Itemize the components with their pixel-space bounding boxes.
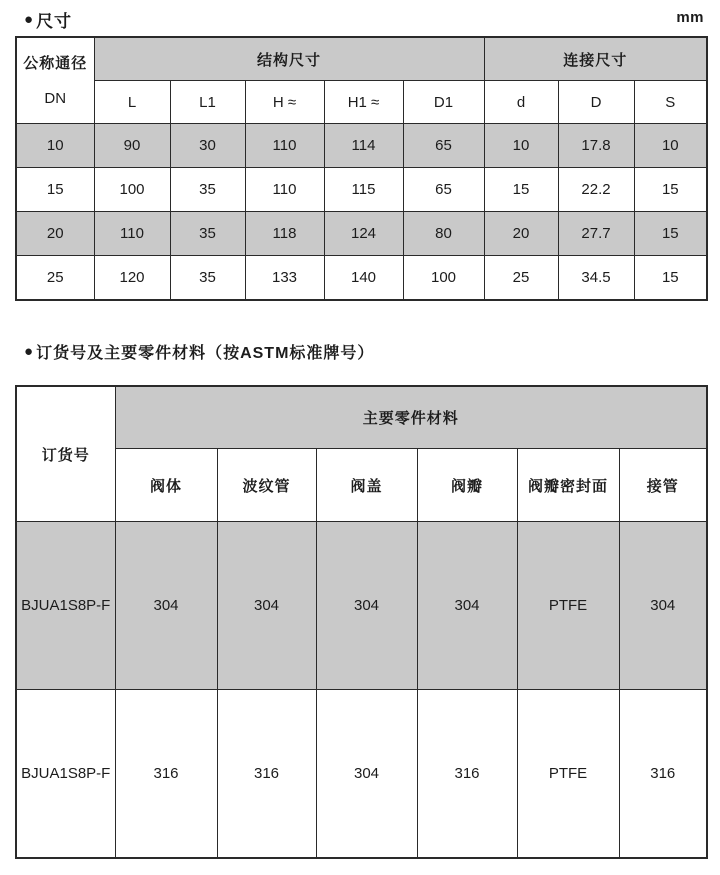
table-row xyxy=(16,212,707,256)
nominal-diameter-label: 公称通径 xyxy=(23,54,88,72)
column-header-bellows: 波纹管 xyxy=(217,449,316,522)
material-cell: PTFE xyxy=(517,522,619,690)
data-cell: 100 xyxy=(403,256,484,301)
data-cell: 110 xyxy=(94,212,170,256)
table-header-sub-row xyxy=(16,449,707,522)
dimensions-section-title xyxy=(24,7,72,32)
material-cell: 316 xyxy=(619,690,707,859)
data-cell: 22.2 xyxy=(558,168,634,212)
data-cell: 35 xyxy=(170,256,245,301)
materials-section-title xyxy=(24,340,374,363)
table-header-group-row xyxy=(16,37,707,81)
data-cell: 15 xyxy=(634,256,707,301)
data-cell: 25 xyxy=(484,256,558,301)
column-header-d: d xyxy=(484,81,558,124)
table-header-group-row xyxy=(16,386,707,449)
table-row xyxy=(16,124,707,168)
order-no-cell: BJUA1S8P-F xyxy=(16,690,115,859)
data-cell: 110 xyxy=(245,168,324,212)
table-header-sub-row xyxy=(16,81,707,124)
data-cell: 34.5 xyxy=(558,256,634,301)
data-cell: 114 xyxy=(324,124,403,168)
dn-cell: 20 xyxy=(16,212,94,256)
material-cell: 316 xyxy=(217,690,316,859)
table-row xyxy=(16,522,707,690)
data-cell: 115 xyxy=(324,168,403,212)
data-cell: 30 xyxy=(170,124,245,168)
column-header-H1: H1 ≈ xyxy=(324,81,403,124)
data-cell: 35 xyxy=(170,212,245,256)
data-cell: 15 xyxy=(484,168,558,212)
data-cell: 140 xyxy=(324,256,403,301)
data-cell: 27.7 xyxy=(558,212,634,256)
dn-cell: 25 xyxy=(16,256,94,301)
material-cell: 304 xyxy=(316,522,417,690)
column-header-pipe: 接管 xyxy=(619,449,707,522)
data-cell: 15 xyxy=(634,168,707,212)
data-cell: 133 xyxy=(245,256,324,301)
column-header-disc: 阀瓣 xyxy=(417,449,517,522)
material-cell: 304 xyxy=(316,690,417,859)
data-cell: 80 xyxy=(403,212,484,256)
order-number-header: 订货号 xyxy=(16,386,115,522)
column-header-D1: D1 xyxy=(403,81,484,124)
materials-title-text: 订货号及主要零件材料（按ASTM标准牌号） xyxy=(36,345,375,362)
data-cell: 10 xyxy=(484,124,558,168)
data-cell: 90 xyxy=(94,124,170,168)
data-cell: 110 xyxy=(245,124,324,168)
structure-dimensions-group-header: 结构尺寸 xyxy=(94,37,484,81)
material-cell: PTFE xyxy=(517,690,619,859)
dimensions-title-text: 尺寸 xyxy=(36,12,73,31)
material-cell: 304 xyxy=(619,522,707,690)
materials-table xyxy=(15,385,708,859)
material-cell: 304 xyxy=(217,522,316,690)
data-cell: 124 xyxy=(324,212,403,256)
data-cell: 118 xyxy=(245,212,324,256)
data-cell: 65 xyxy=(403,168,484,212)
material-cell: 316 xyxy=(417,690,517,859)
material-cell: 316 xyxy=(115,690,217,859)
column-header-H: H ≈ xyxy=(245,81,324,124)
data-cell: 15 xyxy=(634,212,707,256)
connection-dimensions-group-header: 连接尺寸 xyxy=(484,37,707,81)
order-no-cell: BJUA1S8P-F xyxy=(16,522,115,690)
column-header-S: S xyxy=(634,81,707,124)
column-header-D: D xyxy=(558,81,634,124)
data-cell: 20 xyxy=(484,212,558,256)
dn-cell: 10 xyxy=(16,124,94,168)
material-cell: 304 xyxy=(417,522,517,690)
column-header-bonnet: 阀盖 xyxy=(316,449,417,522)
dn-cell: 15 xyxy=(16,168,94,212)
data-cell: 65 xyxy=(403,124,484,168)
column-header-disc-seal: 阀瓣密封面 xyxy=(517,449,619,522)
table-row xyxy=(16,168,707,212)
dimensions-table xyxy=(15,36,708,301)
bullet-icon: ● xyxy=(24,343,35,360)
data-cell: 120 xyxy=(94,256,170,301)
data-cell: 10 xyxy=(634,124,707,168)
data-cell: 35 xyxy=(170,168,245,212)
data-cell: 100 xyxy=(94,168,170,212)
column-header-L: L xyxy=(94,81,170,124)
table-row xyxy=(16,690,707,859)
nominal-diameter-header xyxy=(16,37,94,124)
bullet-icon: ● xyxy=(24,11,35,28)
dn-label: DN xyxy=(44,89,67,107)
data-cell: 17.8 xyxy=(558,124,634,168)
table-row xyxy=(16,256,707,301)
column-header-L1: L1 xyxy=(170,81,245,124)
unit-label: mm xyxy=(676,9,704,26)
material-cell: 304 xyxy=(115,522,217,690)
main-parts-material-group-header: 主要零件材料 xyxy=(115,386,707,449)
column-header-body: 阀体 xyxy=(115,449,217,522)
